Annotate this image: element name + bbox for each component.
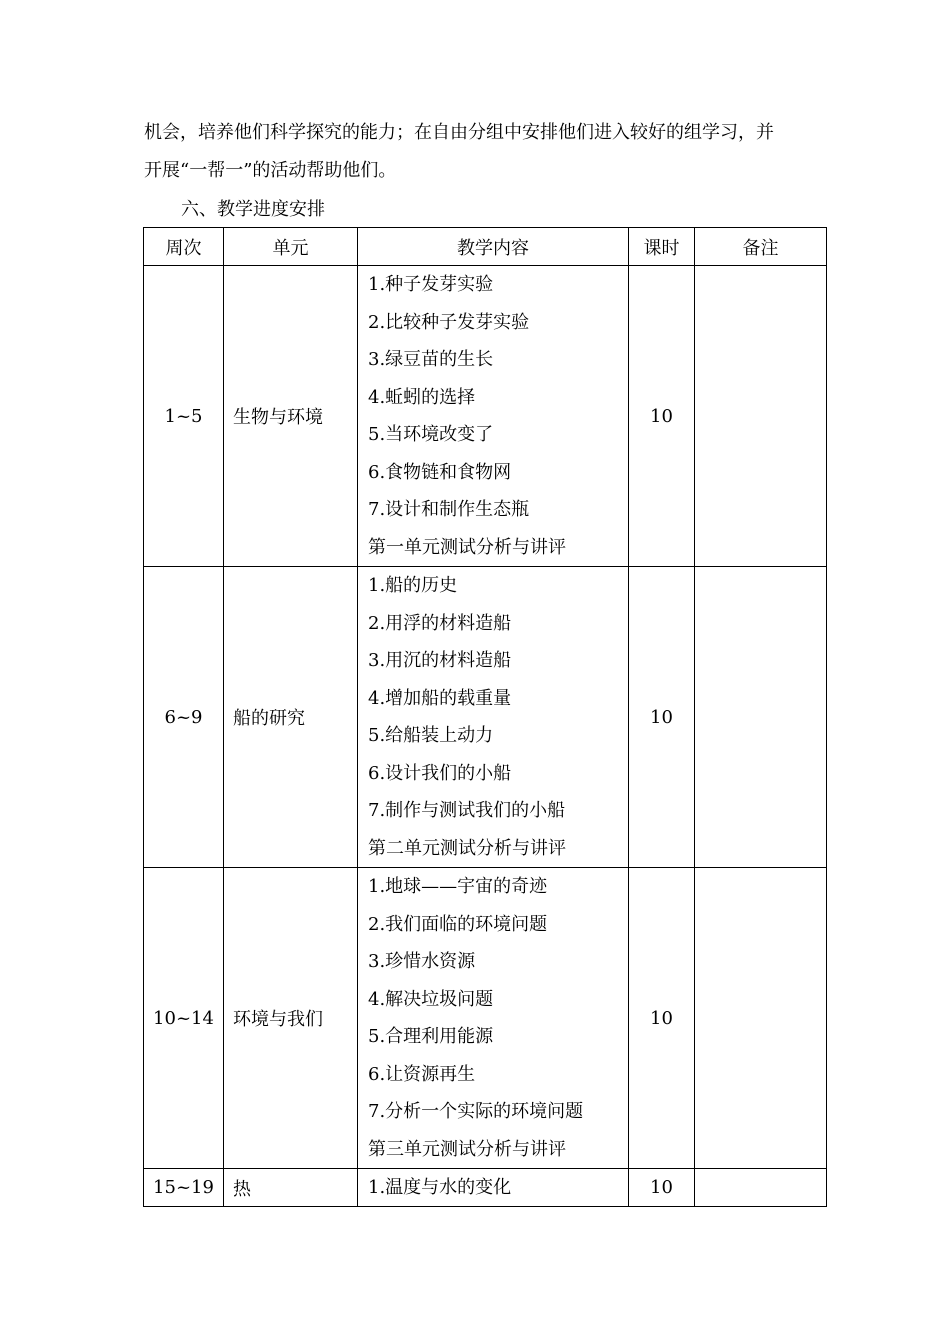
- content-item: 7.设计和制作生态瓶: [368, 499, 530, 520]
- hours-cell: 10: [629, 266, 695, 567]
- week-cell: 1~5: [144, 266, 224, 567]
- hours-cell: 10: [629, 1169, 695, 1207]
- header-week: 周次: [144, 228, 224, 266]
- content-item: 1.温度与水的变化: [368, 1176, 512, 1198]
- section-heading: 六、教学进度安排: [181, 199, 325, 220]
- content-item: 1.种子发芽实验: [368, 274, 494, 295]
- content-item: 3.珍惜水资源: [368, 951, 476, 972]
- content-item: 2.比较种子发芽实验: [368, 311, 530, 333]
- unit-cell: 生物与环境: [224, 266, 358, 567]
- unit-cell: 环境与我们: [224, 868, 358, 1169]
- header-unit: 单元: [224, 228, 358, 266]
- week-cell: 10~14: [144, 868, 224, 1169]
- unit-cell: 热: [224, 1169, 358, 1207]
- header-hours: 课时: [629, 228, 695, 266]
- header-content: 教学内容: [358, 228, 629, 266]
- content-item: 第一单元测试分析与讲评: [368, 536, 566, 558]
- content-cell: [358, 1169, 629, 1207]
- header-notes: 备注: [695, 228, 827, 266]
- content-item: 5.给船装上动力: [368, 725, 494, 746]
- table-row: [144, 266, 827, 567]
- content-item: 2.用浮的材料造船: [368, 612, 512, 634]
- content-item: 3.绿豆苗的生长: [368, 349, 494, 370]
- content-item: 4.解决垃圾问题: [368, 988, 494, 1010]
- table-header-row: [144, 228, 827, 266]
- week-cell: 6~9: [144, 567, 224, 868]
- content-cell: [358, 868, 629, 1169]
- content-item: 7.分析一个实际的环境问题: [368, 1101, 584, 1122]
- content-item: 4.增加船的载重量: [368, 687, 512, 709]
- content-cell: [358, 567, 629, 868]
- content-item: 6.让资源再生: [368, 1063, 476, 1085]
- content-item: 3.用沉的材料造船: [368, 650, 512, 671]
- content-item: 1.船的历史: [368, 575, 458, 596]
- content-item: 7.制作与测试我们的小船: [368, 800, 566, 821]
- content-item: 5.合理利用能源: [368, 1026, 494, 1047]
- content-item: 6.设计我们的小船: [368, 762, 512, 784]
- content-item: 2.我们面临的环境问题: [368, 913, 548, 935]
- schedule-table: [143, 227, 827, 1207]
- intro-paragraph: [144, 114, 814, 190]
- table-row: [144, 868, 827, 1169]
- hours-cell: 10: [629, 868, 695, 1169]
- content-cell: [358, 266, 629, 567]
- content-item: 1.地球——宇宙的奇迹: [368, 876, 548, 897]
- intro-line-2: 开展“一帮一”的活动帮助他们。: [144, 160, 397, 181]
- unit-cell: 船的研究: [224, 567, 358, 868]
- intro-line-1: 机会，培养他们科学探究的能力；在自由分组中安排他们进入较好的组学习，并: [144, 122, 774, 143]
- week-cell: 15~19: [144, 1169, 224, 1207]
- notes-cell: [695, 266, 827, 567]
- content-item: 第二单元测试分析与讲评: [368, 837, 566, 859]
- content-item: 4.蚯蚓的选择: [368, 386, 476, 408]
- hours-cell: 10: [629, 567, 695, 868]
- notes-cell: [695, 1169, 827, 1207]
- content-item: 5.当环境改变了: [368, 424, 494, 445]
- table-row: [144, 1169, 827, 1207]
- content-item: 第三单元测试分析与讲评: [368, 1138, 566, 1160]
- notes-cell: [695, 868, 827, 1169]
- content-item: 6.食物链和食物网: [368, 461, 512, 483]
- table-row: [144, 567, 827, 868]
- notes-cell: [695, 567, 827, 868]
